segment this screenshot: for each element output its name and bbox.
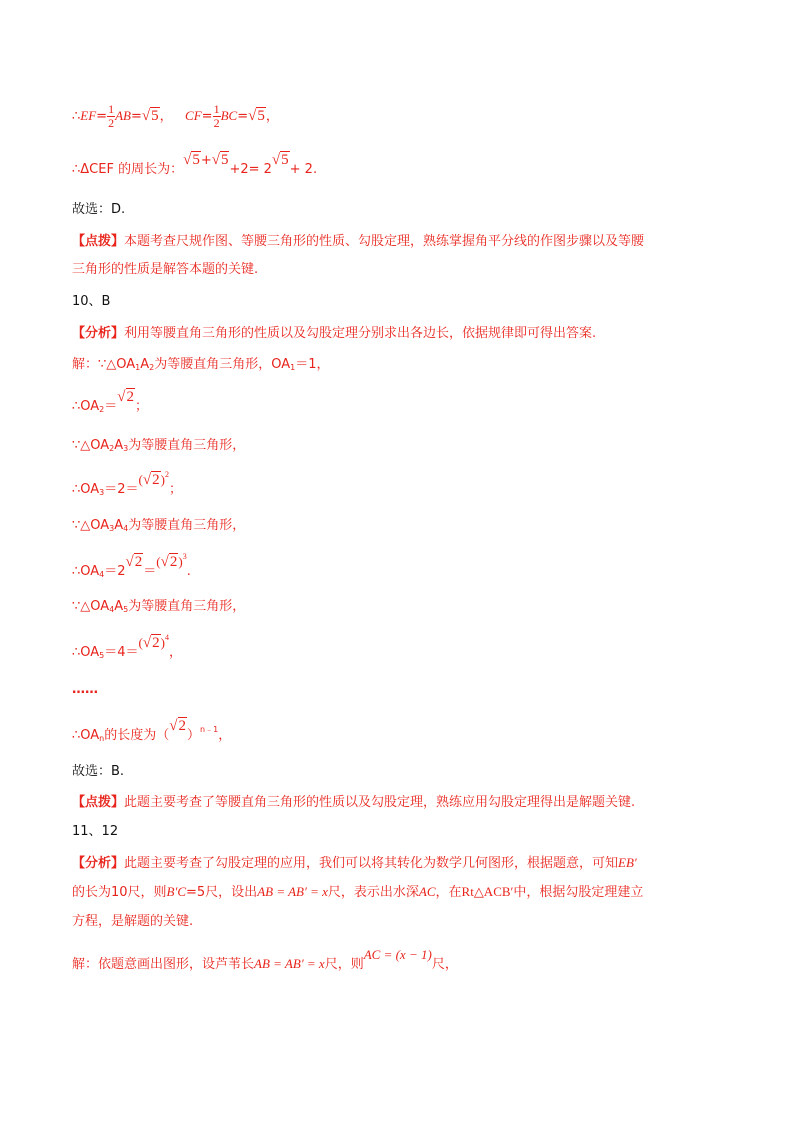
- tip-9-line2: 三角形的性质是解答本题的关键.: [72, 262, 259, 277]
- triangle-text: 为等腰直角三角形，: [128, 599, 246, 614]
- subscript: 5: [99, 651, 105, 660]
- tip-text: 本题考查尺规作图、等腰三角形的性质、勾股定理，熟练掌握角平分线的作图步骤以及等腰: [124, 234, 645, 249]
- sqrt-two: √2: [117, 389, 135, 405]
- tip-10: [72, 793, 635, 813]
- open-paren: (: [138, 635, 143, 650]
- power-sqrt-two: [139, 472, 169, 487]
- oa-label: ∴OA: [72, 645, 100, 660]
- sqrt-two: √2: [160, 554, 178, 570]
- close-paren: ): [160, 635, 165, 650]
- analysis-11-line3: 方程，是解题的关键.: [72, 914, 194, 929]
- sqrt-two: √2: [169, 718, 186, 734]
- radicand: 5: [151, 108, 159, 124]
- triangle-text: 为等腰直角三角形，: [128, 438, 246, 453]
- analysis-text: 中，根据勾股定理建立: [513, 885, 644, 900]
- segment-ac: AC: [418, 884, 436, 899]
- radicand: 5: [281, 152, 289, 168]
- subscript: 4: [123, 524, 129, 533]
- equals-sign: =: [201, 109, 213, 124]
- open-paren: (: [156, 554, 161, 569]
- exponent: n﹣1: [200, 725, 219, 734]
- segment-ab: AB: [115, 108, 131, 123]
- oa-label: ∴OA: [72, 482, 100, 497]
- question-10-answer: 10、B: [72, 294, 111, 309]
- comma: ，: [265, 109, 279, 124]
- solution-11: [72, 947, 458, 979]
- equation-ac: AC = (x − 1): [363, 947, 432, 962]
- equals-sign: ＝4＝: [104, 645, 139, 660]
- exponent: 2: [164, 470, 169, 479]
- point-label: A: [114, 599, 124, 614]
- subscript: 3: [109, 524, 115, 533]
- comma: ，: [168, 645, 182, 660]
- perimeter-tail: + 2.: [289, 162, 318, 177]
- analysis-11: [72, 853, 637, 874]
- plus-sign: +: [200, 153, 212, 168]
- segment-eb-prime: EB′: [618, 855, 637, 870]
- point-label: A: [140, 357, 150, 372]
- radicand: 5: [257, 108, 265, 124]
- analysis-text: 的长为10尺，则: [72, 885, 167, 900]
- analysis-text: 利用等腰直角三角形的性质以及勾股定理分别求出各边长，依据规律即可得出答案.: [124, 326, 597, 341]
- segment-b-prime-c: B′C: [166, 884, 187, 899]
- equals-sign: ＝2: [104, 564, 126, 579]
- segment-cf: CF: [185, 108, 202, 123]
- because-label: ∵△OA: [72, 438, 110, 453]
- solution-end: ＝1，: [295, 357, 330, 372]
- because-label: ∵△OA: [72, 518, 110, 533]
- fraction-denominator: 2: [108, 116, 115, 130]
- solution-prefix: 解：∵△OA: [72, 357, 136, 372]
- sqrt-five: √5: [141, 108, 159, 124]
- solution-text: 尺，则: [324, 957, 364, 972]
- right-triangle-acb: Rt△ACB′: [461, 884, 514, 899]
- analysis-10: [72, 324, 596, 344]
- solution-end: 尺，: [431, 957, 458, 972]
- oa-label: ∴OA: [72, 399, 100, 414]
- subscript: n: [99, 734, 105, 743]
- radicand: 2: [134, 554, 143, 570]
- subscript: 4: [99, 570, 105, 579]
- subscript: 2: [149, 363, 155, 372]
- subscript: 3: [123, 444, 129, 453]
- triangle-4-line: [72, 597, 245, 620]
- subscript: 2: [109, 444, 115, 453]
- oa-label: ∴OA: [72, 728, 100, 743]
- tip-tag: 【点拨】: [72, 234, 125, 249]
- subscript: 3: [99, 488, 105, 497]
- analysis-tag: 【分析】: [72, 326, 125, 341]
- solution-text: 为等腰直角三角形，OA: [154, 357, 291, 372]
- segment-ef: EF: [80, 108, 97, 123]
- radicand: 2: [178, 718, 186, 734]
- tip-text: 此题主要考查了等腰直角三角形的性质以及勾股定理，熟练应用勾股定理得出是解题关键.: [124, 795, 636, 810]
- perimeter-middle: +2= 2: [229, 162, 272, 177]
- equals-sign: =: [130, 109, 142, 124]
- sqrt-five: √5: [271, 152, 289, 168]
- subscript: 5: [123, 605, 129, 614]
- radicand: 5: [192, 152, 200, 168]
- exponent: 3: [182, 552, 187, 561]
- ellipsis: ……: [72, 682, 98, 697]
- subscript: 1: [290, 363, 296, 372]
- sqrt-five: √5: [248, 108, 265, 124]
- radicand: 2: [126, 389, 135, 405]
- oa2-line: [72, 389, 149, 424]
- oan-line: [72, 716, 231, 753]
- analysis-text: ，在: [435, 885, 462, 900]
- comma: ，: [159, 109, 173, 124]
- close-paren: ): [160, 472, 165, 487]
- power-sqrt-two: [139, 635, 169, 650]
- triangle-3-line: [72, 516, 245, 539]
- analysis-text: 尺，表示出水深: [327, 885, 419, 900]
- because-label: ∵△OA: [72, 599, 110, 614]
- radicand: 2: [169, 554, 178, 570]
- exponent: 4: [164, 633, 169, 642]
- therefore-symbol: ∴: [72, 109, 81, 124]
- equals-sign: ＝2＝: [104, 482, 139, 497]
- tip-9: [72, 232, 644, 252]
- fraction-half: [107, 103, 115, 130]
- power-sqrt-two: [156, 554, 186, 569]
- fraction-half: [213, 103, 221, 130]
- semicolon: ；: [135, 399, 149, 414]
- semicolon: ；: [168, 482, 182, 497]
- comma: ，: [218, 728, 232, 743]
- period: .: [186, 564, 191, 579]
- equals-sign: =: [96, 109, 108, 124]
- oa4-line: [72, 552, 191, 589]
- oa5-line: [72, 633, 182, 670]
- solution-10-start: [72, 355, 330, 378]
- triangle-text: 为等腰直角三角形，: [128, 518, 246, 533]
- close-paren: ): [178, 554, 183, 569]
- equals-sign: ＝: [143, 564, 157, 579]
- analysis-text: 此题主要考查了勾股定理的应用，我们可以将其转化为数学几何图形，根据题意，可知: [124, 856, 619, 871]
- segment-bc: BC: [220, 108, 238, 123]
- subscript: 2: [99, 405, 105, 414]
- radicand: 2: [152, 635, 160, 651]
- analysis-text: =5尺，设出: [186, 885, 258, 900]
- sqrt-two: √2: [125, 554, 143, 570]
- fraction-denominator: 2: [213, 116, 220, 130]
- oa-label: ∴OA: [72, 564, 100, 579]
- triangle-2-line: [72, 436, 245, 459]
- point-label: A: [114, 518, 124, 533]
- equation-ab: AB = AB′ = x: [257, 884, 328, 899]
- fraction-numerator: 1: [213, 102, 220, 116]
- radicand: 2: [152, 472, 160, 488]
- close-paren: ）: [187, 728, 201, 743]
- oa3-line: [72, 470, 182, 507]
- equals-sign: =: [237, 109, 249, 124]
- radicand: 5: [220, 152, 229, 168]
- subscript: 1: [135, 363, 141, 372]
- choice-10: 故选：B.: [72, 764, 125, 779]
- perimeter-sum: [183, 153, 229, 168]
- ef-cf-equation: [72, 100, 279, 133]
- equals-sign: ＝: [104, 399, 118, 414]
- fraction-numerator: 1: [108, 102, 115, 116]
- length-text: 的长度为（: [104, 728, 170, 743]
- equation-ab: AB = AB′ = x: [254, 956, 325, 971]
- sqrt-five: √5: [211, 152, 229, 168]
- choice-9: 故选：D.: [72, 202, 126, 217]
- tip-tag: 【点拨】: [72, 795, 125, 810]
- analysis-11-line2: [72, 882, 643, 903]
- sqrt-five: √5: [183, 152, 200, 168]
- point-label: A: [114, 438, 124, 453]
- subscript: 4: [109, 605, 115, 614]
- sqrt-two: √2: [142, 472, 160, 488]
- perimeter-prefix: ∴ΔCEF 的周长为：: [72, 162, 184, 177]
- sqrt-two: √2: [142, 635, 160, 651]
- question-11-answer: 11、12: [72, 824, 119, 839]
- open-paren: (: [138, 472, 143, 487]
- solution-text: 解：依题意画出图形，设芦苇长: [72, 957, 255, 972]
- analysis-tag: 【分析】: [72, 856, 125, 871]
- perimeter-equation: [72, 152, 318, 184]
